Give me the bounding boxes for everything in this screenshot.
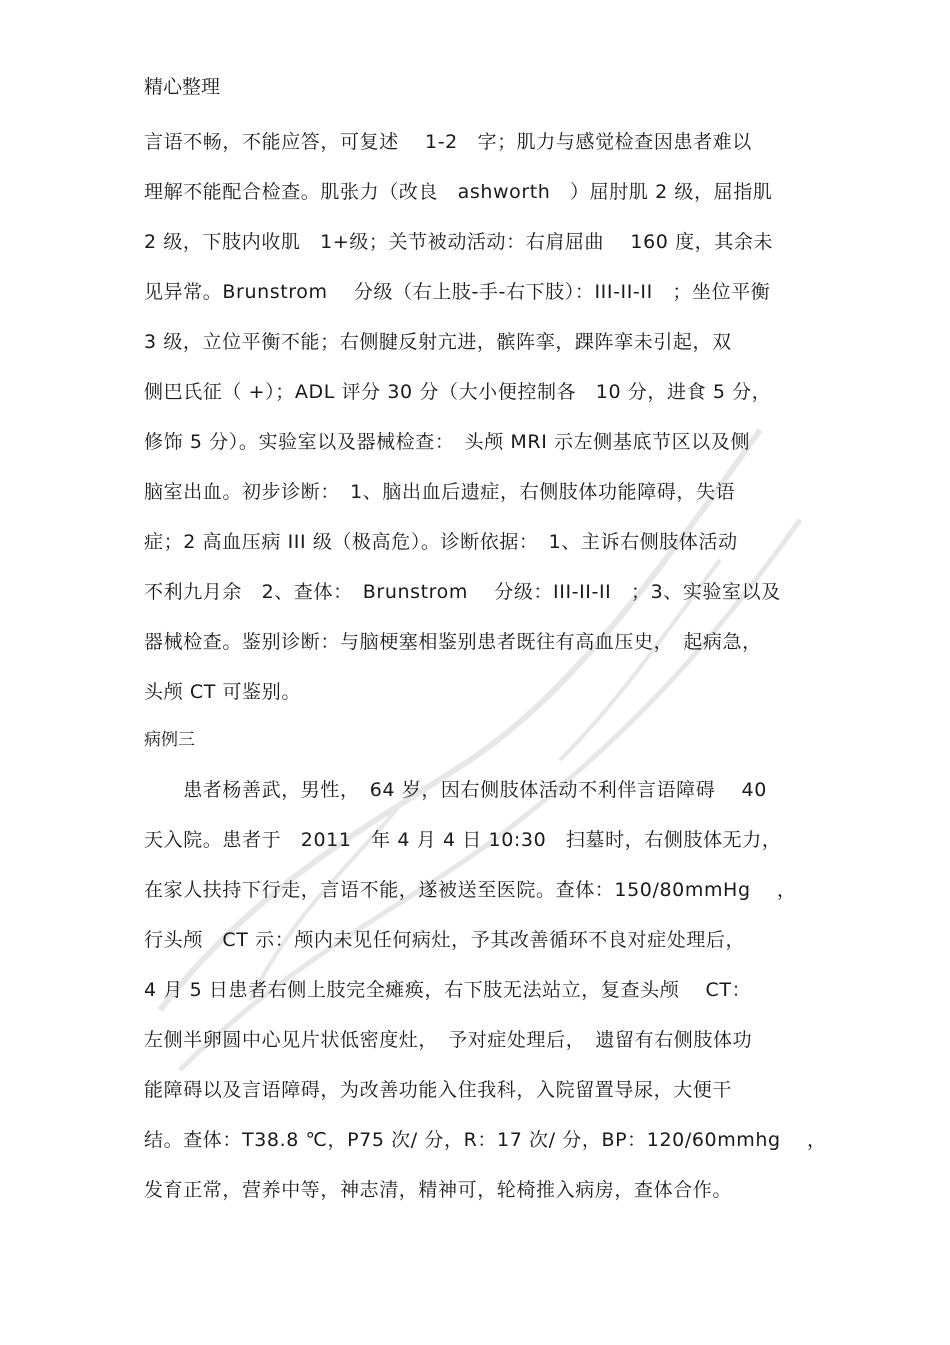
page-header-title: 精心整理 bbox=[144, 76, 221, 98]
text-line: 行头颅 CT 示：颅内未见任何病灶，予其改善循环不良对症处理后， bbox=[144, 929, 746, 951]
case3-paragraph bbox=[144, 765, 827, 1215]
text-line: 患者杨善武，男性， 64 岁，因右侧肢体活动不利伴言语障碍 40 bbox=[144, 779, 767, 801]
case3-heading: 病例三 bbox=[144, 730, 195, 750]
text-line: 修饰 5 分）。实验室以及器械检查： 头颅 MRI 示左侧基底节区以及侧 bbox=[144, 431, 751, 453]
text-line: 头颅 CT 可鉴别。 bbox=[144, 681, 301, 703]
text-line: 言语不畅，不能应答，可复述 1-2 字；肌力与感觉检查因患者难以 bbox=[144, 131, 752, 153]
text-line: 症；2 高血压病 III 级（极高危）。诊断依据： 1、主诉右侧肢体活动 bbox=[144, 531, 738, 553]
text-line: 侧巴氏征（ +）；ADL 评分 30 分（大小便控制各 10 分，进食 5 分， bbox=[144, 381, 772, 403]
text-line: 不利九月余 2、查体： Brunstrom 分级：III-II-II ；3、实验室以及 bbox=[144, 581, 781, 603]
text-line: 发育正常，营养中等，神志清，精神可，轮椅推入病房，查体合作。 bbox=[144, 1179, 733, 1201]
section1-paragraph bbox=[144, 117, 781, 717]
text-line: 3 级，立位平衡不能；右侧腱反射亢进，髌阵挛，踝阵挛未引起，双 bbox=[144, 331, 732, 353]
text-line: 左侧半卵圆中心见片状低密度灶， 予对症处理后， 遗留有右侧肢体功 bbox=[144, 1029, 753, 1051]
text-line: 2 级，下肢内收肌 1+级；关节被动活动：右肩屈曲 160 度，其余未 bbox=[144, 231, 774, 253]
text-line: 在家人扶持下行走，言语不能，遂被送至医院。查体：150/80mmHg ， bbox=[144, 879, 797, 901]
text-line: 能障碍以及言语障碍，为改善功能入住我科，入院留置导尿，大便干 bbox=[144, 1079, 733, 1101]
text-line: 器械检查。鉴别诊断：与脑梗塞相鉴别患者既往有高血压史， 起病急， bbox=[144, 631, 762, 653]
text-line: 结。查体：T38.8 ℃，P75 次/ 分，R：17 次/ 分，BP：120/60mmhg ， bbox=[144, 1129, 827, 1151]
text-line: 理解不能配合检查。肌张力（改良 ashworth ）屈肘肌 2 级，屈指肌 bbox=[144, 181, 773, 203]
text-line: 4 月 5 日患者右侧上肢完全瘫痪，右下肢无法站立，复查头颅 CT： bbox=[144, 979, 752, 1001]
text-line: 脑室出血。初步诊断： 1、脑出血后遗症，右侧肢体功能障碍，失语 bbox=[144, 481, 736, 503]
text-line: 天入院。患者于 2011 年 4 月 4 日 10:30 扫墓时，右侧肢体无力， bbox=[144, 829, 782, 851]
text-line: 见异常。Brunstrom 分级（右上肢-手-右下肢）：III-II-II ；坐位平衡 bbox=[144, 281, 771, 303]
